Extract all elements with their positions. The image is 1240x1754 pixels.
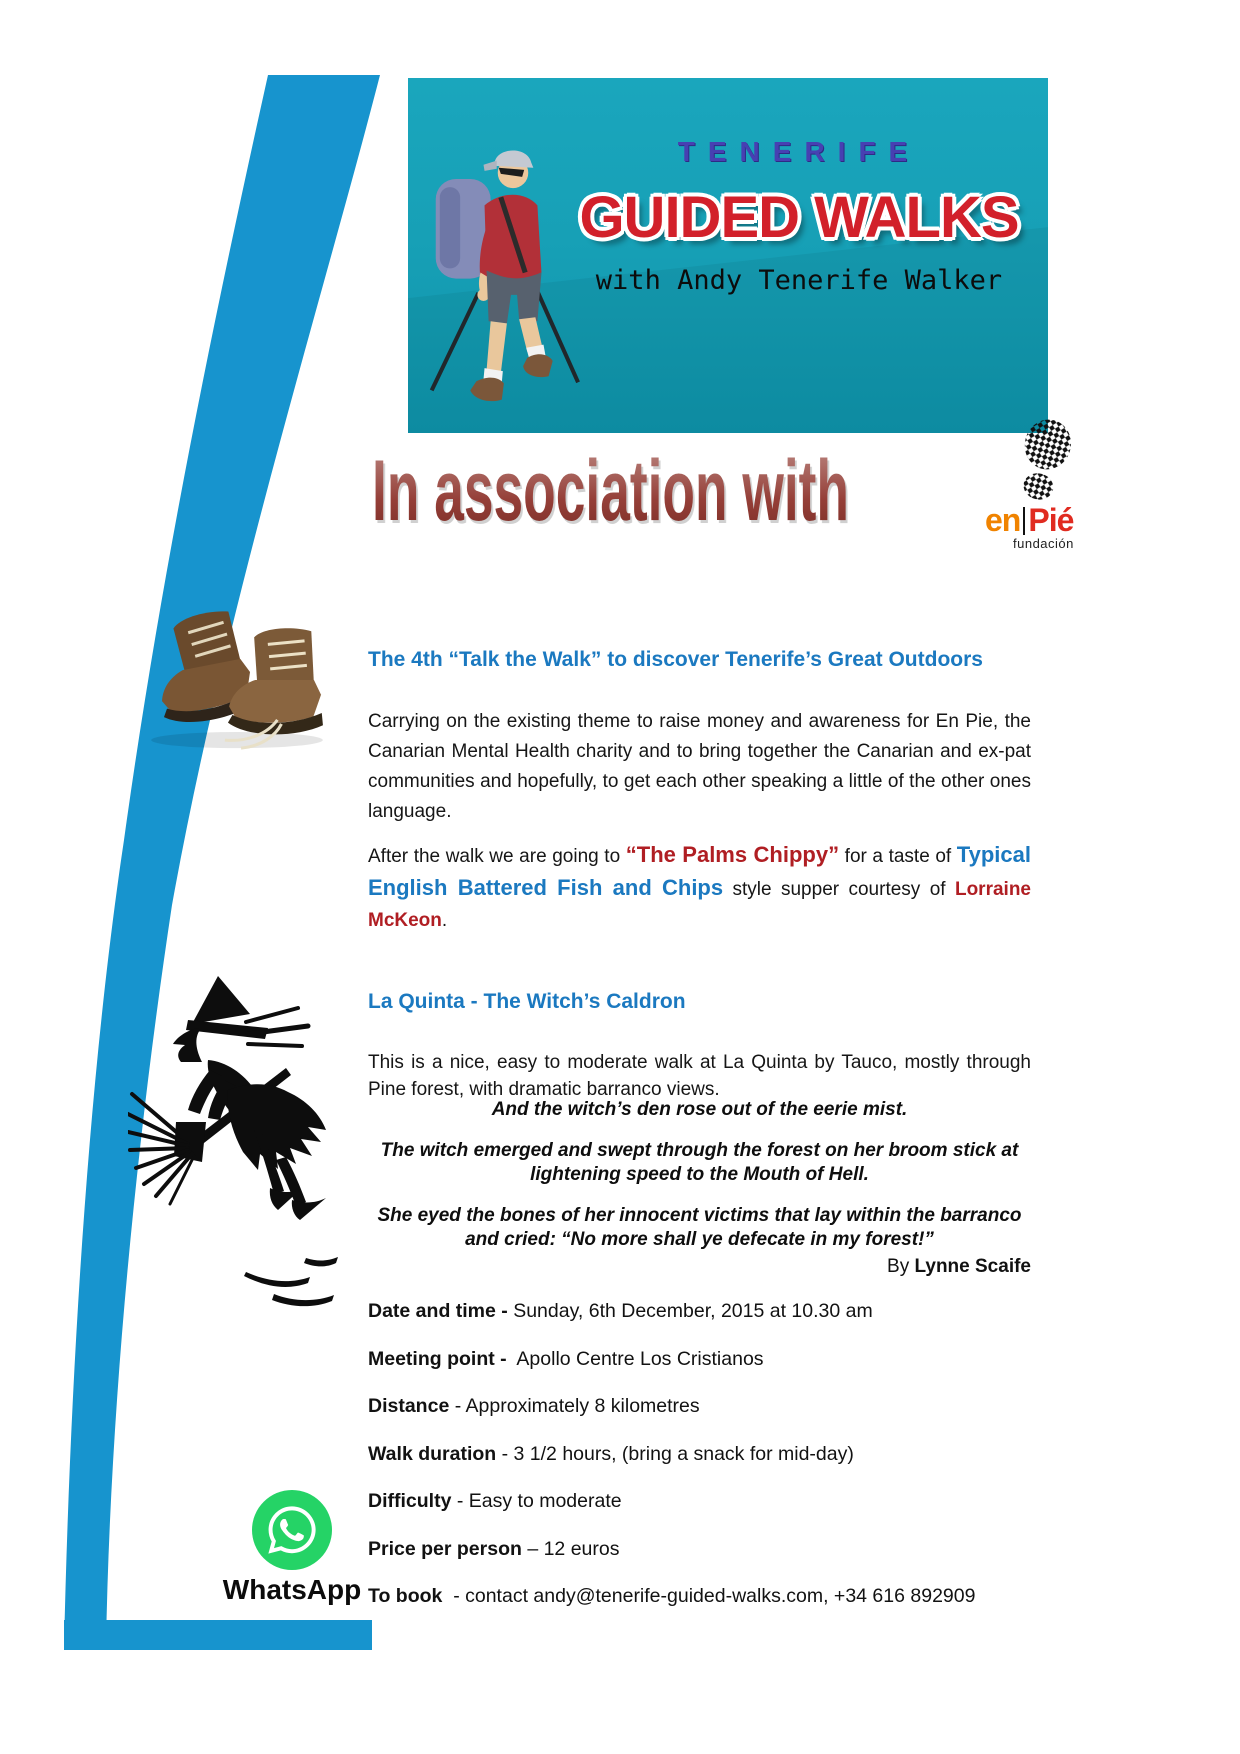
banner-title-tenerife: TENERIFE <box>677 136 921 167</box>
enpie-wordmark <box>985 502 1073 539</box>
witch-quotes <box>368 1098 1031 1269</box>
palms-chippy-text: “The Palms Chippy” <box>625 842 840 867</box>
walk-details-list <box>368 1300 1038 1633</box>
section1-paragraph: Carrying on the existing theme to raise money and awareness for En Pie, the Canarian Mental Health charity and to bring together the Canarian and ex-pat communities and hopefully, to get each other speaking a little of the other ones language. <box>368 711 1031 822</box>
detail-to-book: To book - contact andy@tenerife-guided-walks.com, +34 616 892909 <box>368 1585 976 1607</box>
quote-line-1: And the witch’s den rose out of the eerie mist. <box>491 1099 908 1120</box>
byline-prefix: By <box>887 1256 915 1277</box>
para2-text-2: for a taste of <box>839 846 957 867</box>
whatsapp-icon <box>252 1490 332 1570</box>
detail-date-time: Date and time - Sunday, 6th December, 2015 at 10.30 am <box>368 1300 873 1322</box>
footprint-icon <box>1008 413 1081 508</box>
enpie-divider <box>1023 507 1025 535</box>
enpie-fundacion-text: fundación <box>1013 536 1074 551</box>
section1-paragraph2 <box>368 839 1031 936</box>
detail-distance: Distance - Approximately 8 kilometres <box>368 1395 700 1417</box>
enpie-logo <box>985 418 1125 553</box>
detail-walk-duration: Walk duration - 3 1/2 hours, (bring a snack for mid-day) <box>368 1442 854 1465</box>
quote-line-3: She eyed the bones of her innocent victims that lay within the barranco and cried: “No more shall ye defecate in my forest!” <box>377 1205 1022 1250</box>
para2-text-1: After the walk we are going to <box>368 846 626 867</box>
walk-intro-paragraph: This is a nice, easy to moderate walk at La Quinta by Tauco, mostly through Pine forest, with dramatic barranco views. <box>368 1052 1031 1100</box>
byline <box>368 1256 1031 1278</box>
whatsapp-glyph <box>265 1503 319 1557</box>
header-banner <box>408 78 1048 433</box>
whatsapp-label: WhatsApp <box>222 1574 362 1605</box>
detail-price: Price per person – 12 euros <box>368 1537 620 1560</box>
section1-heading: The 4th “Talk the Walk” to discover Tenerife’s Great Outdoors <box>368 648 983 671</box>
enpie-en-text: en <box>985 502 1021 538</box>
fish-and-chips-text: Typical English Battered Fish and Chips <box>368 842 1031 900</box>
detail-meeting-point: Meeting point - Apollo Centre Los Cristianos <box>368 1347 764 1370</box>
para2-text-3: style supper courtesy of <box>723 879 955 900</box>
association-heading: In association with <box>372 443 849 539</box>
banner-title-guided-walks: GUIDED WALKS <box>579 185 1019 250</box>
byline-author: Lynne Scaife <box>914 1256 1031 1277</box>
lorraine-mckeon-text: Lorraine McKeon <box>368 879 1031 931</box>
para2-text-4: . <box>441 910 448 931</box>
section2-heading: La Quinta - The Witch’s Caldron <box>368 990 686 1013</box>
enpie-pie-text: Pié <box>1028 502 1074 538</box>
blue-swoosh-graphic <box>60 70 390 1660</box>
detail-difficulty: Difficulty - Easy to moderate <box>368 1490 622 1512</box>
witch-silhouette-image <box>128 972 343 1317</box>
hiking-boots-image <box>136 606 338 754</box>
banner-text <box>558 136 1040 296</box>
quote-line-2: The witch emerged and swept through the forest on her broom stick at lightening speed to the Mouth of Hell. <box>380 1140 1019 1185</box>
banner-subtitle: with Andy Tenerife Walker <box>595 265 1003 296</box>
